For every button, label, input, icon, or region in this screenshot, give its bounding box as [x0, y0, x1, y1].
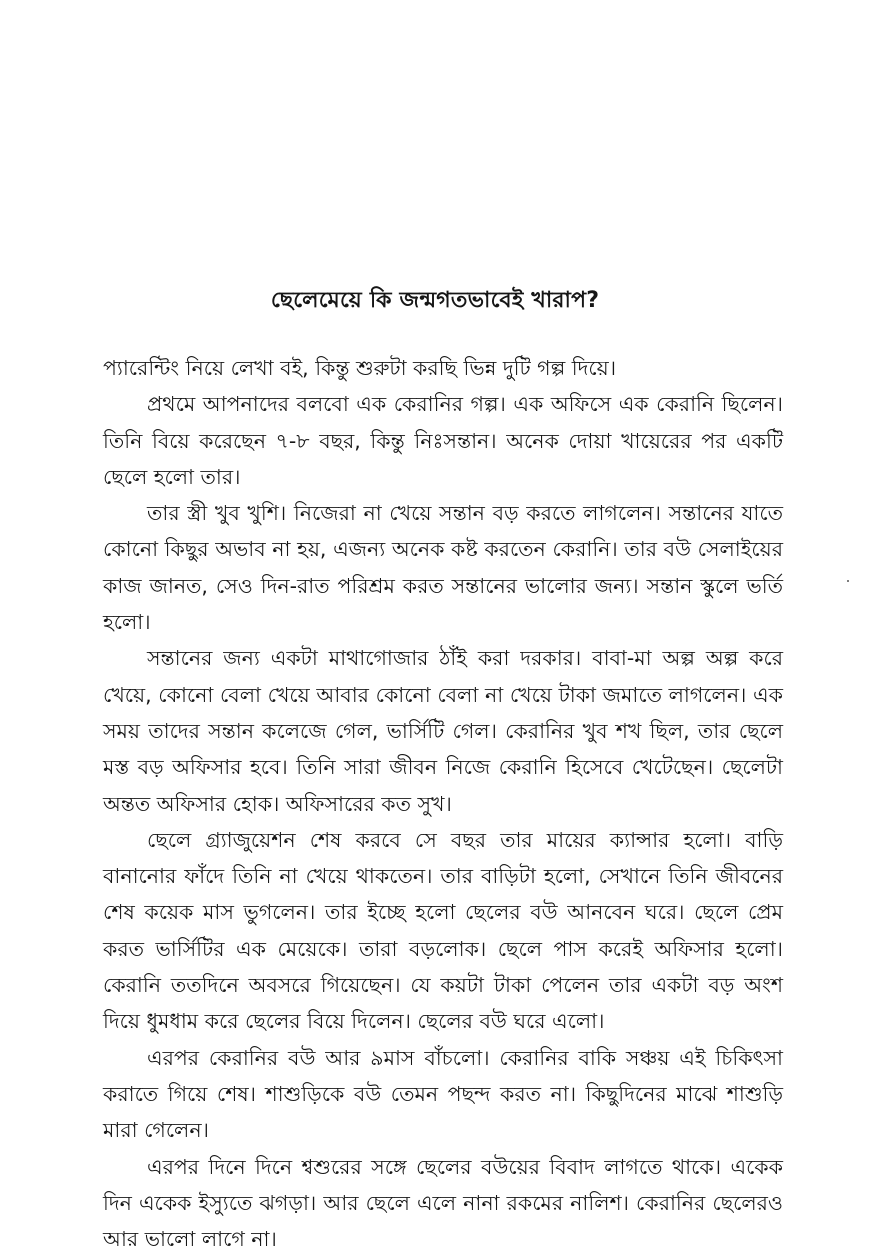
- paragraph: তার স্ত্রী খুব খুশি। নিজেরা না খেয়ে সন্তান বড় করতে লাগলেন। সন্তানের যাতে কোনো কিছুর অভাব না হয়, এজন্য অনেক কষ্ট করতেন কেরানি। তার বউ সেলাইয়ের কাজ জানত, সেও দিন-রাত পরিশ্রম করত সন্তানের ভালোর জন্য। সন্তান স্কুলে ভর্তি হলো।: [103, 501, 783, 635]
- chapter-body: [103, 350, 783, 1257]
- chapter-title: ছেলেমেয়ে কি জন্মগতভাবেই খারাপ?: [270, 288, 600, 313]
- paragraph: এরপর দিনে দিনে শ্বশুরের সঙ্গে ছেলের বউয়ের বিবাদ লাগতে থাকে। একেক দিন একেক ইস্যুতে ঝগড়া। আর ছেলে এলে নানা রকমের নালিশ। কেরানির ছেলেরও আর ভালো লাগে না।: [103, 1154, 783, 1252]
- paragraph: প্রথমে আপনাদের বলবো এক কেরানির গল্প। এক অফিসে এক কেরানি ছিলেন। তিনি বিয়ে করেছেন ৭-৮ বছর, কিন্তু নিঃসন্তান। অনেক দোয়া খায়েরের পর একটি ছেলে হলো তার।: [103, 392, 783, 489]
- paragraph: সন্তানের জন্য একটা মাথাগোজার ঠাঁই করা দরকার। বাবা-মা অল্প অল্প করে খেয়ে, কোনো বেলা খেয়ে আবার কোনো বেলা না খেয়ে টাকা জমাতে লাগলেন। এক সময় তাদের সন্তান কলেজে গেল, ভার্সিটি গেল। কেরানির খুব শখ ছিল, তার ছেলে মস্ত বড় অফিসার হবে। তিনি সারা জীবন নিজে কেরানি হিসেবে খেটেছেন। ছেলেটা অন্তত অফিসার হোক। অফিসারের কত সুখ।: [103, 646, 783, 816]
- paragraph: ছেলে গ্র্যাজুয়েশন শেষ করবে সে বছর তার মায়ের ক্যান্সার হলো। বাড়ি বানানোর ফাঁদে তিনি না খেয়ে থাকতেন। তার বাড়িটা হলো, সেখানে তিনি জীবনের শেষ কয়েক মাস ভুগলেন। তার ইচ্ছে হলো ছেলের বউ আনবেন ঘরে। ছেলে প্রেম করত ভার্সিটির এক মেয়েকে। তারা বড়লোক। ছেলে পাস করেই অফিসার হলো। কেরানি ততদিনে অবসরে গিয়েছেন। যে কয়টা টাকা পেলেন তার একটা বড় অংশ দিয়ে ধুমধাম করে ছেলের বিয়ে দিলেন। ছেলের বউ ঘরে এলো।: [103, 827, 783, 1034]
- paragraph: এরপর কেরানির বউ আর ৯মাস বাঁচলো। কেরানির বাকি সঞ্চয় এই চিকিৎসা করাতে গিয়ে শেষ। শাশুড়িকে বউ তেমন পছন্দ করত না। কিছুদিনের মাঝে শাশুড়ি মারা গেলেন।: [103, 1045, 783, 1143]
- paragraph-intro: প্যারেন্টিং নিয়ে লেখা বই, কিন্তু শুরুটা করছি ভিন্ন দুটি গল্প দিয়ে।: [103, 356, 617, 380]
- scan-speck: [847, 580, 849, 582]
